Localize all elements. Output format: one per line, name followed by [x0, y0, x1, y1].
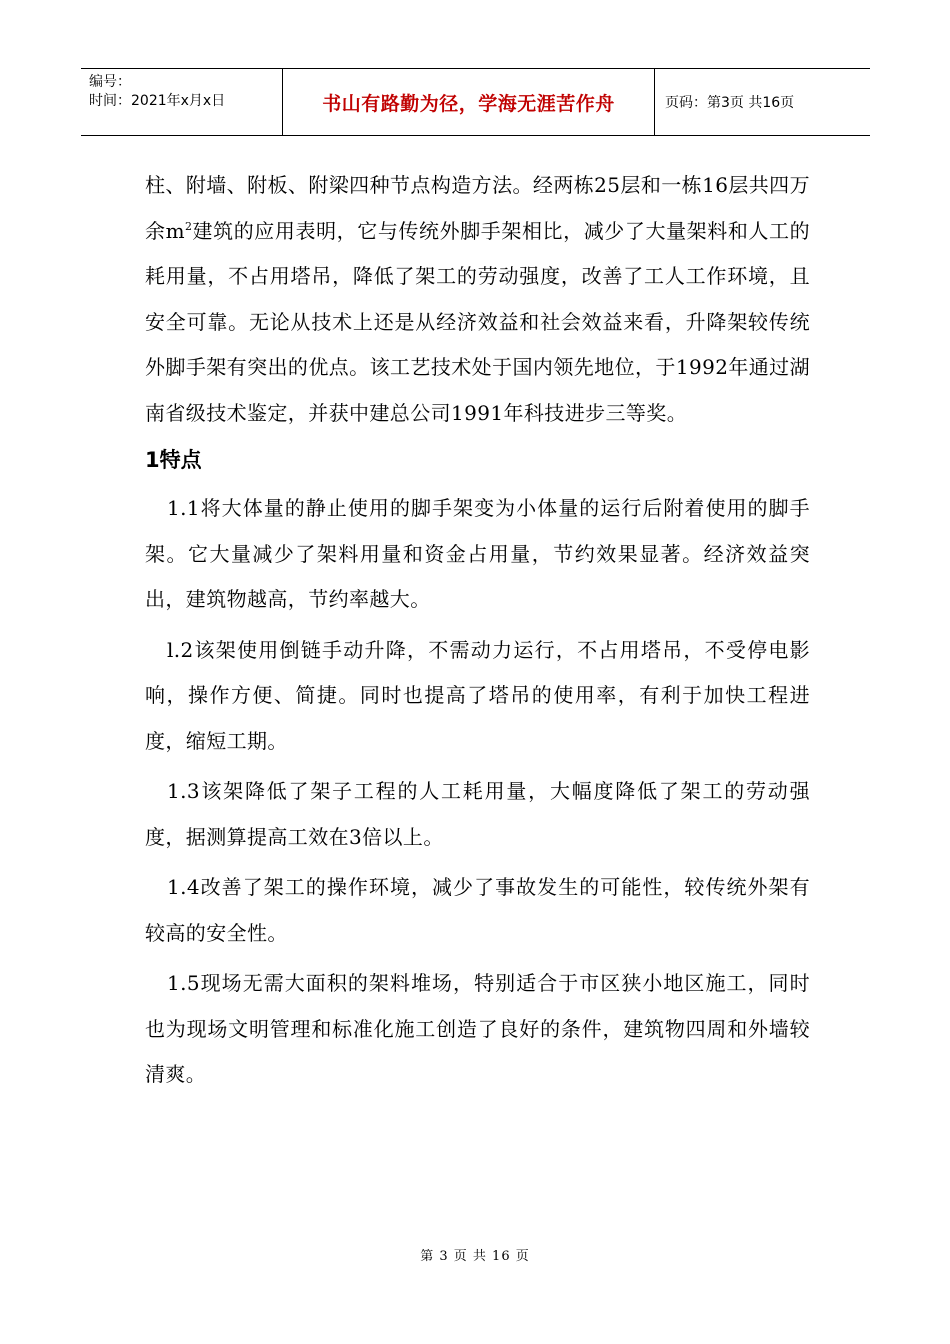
section-heading: 1特点: [145, 448, 202, 472]
area-unit-superscript: 2: [184, 219, 193, 233]
page-header: [81, 68, 870, 136]
header-page-info: 页码：第3页 共16页: [665, 95, 795, 111]
intro-text-part1: 柱、附墙、附板、附梁四种节点构造方法。经两栋25层和一栋16层共四万余m: [145, 173, 810, 243]
feature-item-1-2: l.2该架使用倒链手动升降，不需动力运行，不占用塔吊，不受停电影响，操作方便、简捷。同时也提高了塔吊的使用率，有利于加快工程进度，缩短工期。: [145, 637, 810, 753]
document-body: [145, 163, 810, 1098]
feature-item-1-3: 1.3该架降低了架子工程的人工耗用量，大幅度降低了架工的劳动强度，据测算提高工效在3倍以上。: [145, 779, 810, 849]
header-motto: 书山有路勤为径，学海无涯苦作舟: [283, 69, 655, 135]
document-code-label: 编号：: [89, 74, 131, 90]
intro-text-part2: 建筑的应用表明，它与传统外脚手架相比，减少了大量架料和人工的耗用量，不占用塔吊，降低了架工的劳动强度，改善了工人工作环境，且安全可靠。无论从技术上还是从经济效益和社会效益来看，升降架较传统外脚手架有突出的优点。该工艺技术处于国内领先地位，于1992年通过湖南省级技术鉴定，并获中建总公司1991年科技进步三等奖。: [145, 218, 810, 425]
document-date: 时间：2021年x月x日: [89, 93, 226, 109]
header-meta: [81, 69, 283, 135]
intro-paragraph: [145, 163, 810, 436]
page-footer: 第 3 页 共 16 页: [420, 1249, 530, 1264]
feature-item-1-4: 1.4改善了架工的操作环境，减少了事故发生的可能性，较传统外架有较高的安全性。: [145, 875, 810, 945]
feature-item-1-1: 1.1将大体量的静止使用的脚手架变为小体量的运行后附着使用的脚手架。它大量减少了架料用量和资金占用量，节约效果显著。经济效益突出，建筑物越高，节约率越大。: [145, 496, 810, 611]
feature-item-1-5: 1.5现场无需大面积的架料堆场，特别适合于市区狭小地区施工，同时也为现场文明管理和标准化施工创造了良好的条件，建筑物四周和外墙较清爽。: [145, 971, 810, 1086]
